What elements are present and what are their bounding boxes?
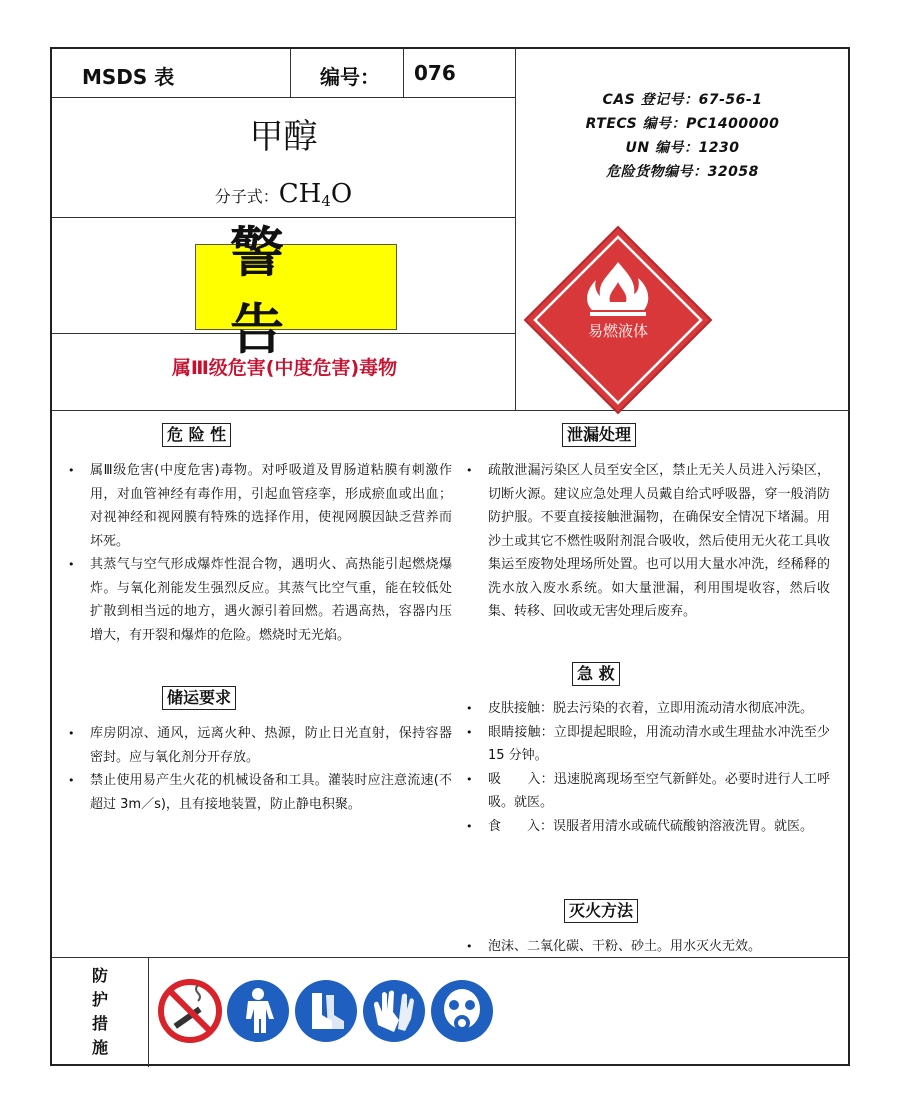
msds-sheet (50, 47, 850, 1066)
number-label: 编号： (320, 65, 380, 89)
first-aid-item-2: • 眼睛接触：立即提起眼睑，用流动清水或生理盐水冲洗至少 15 分钟。 (488, 724, 830, 763)
list-item (450, 815, 830, 839)
first-aid-list (450, 697, 830, 838)
fire-item-1: • 泡沫、二氧化碳、干粉、砂土。用水灭火无效。 (488, 939, 762, 954)
hazard-class: 属Ⅲ级危害(中度危害)毒物 (171, 357, 398, 379)
list-item (52, 769, 452, 816)
storage-item-1: • 库房阴凉、通风，远离火种、热源，防止日光直射，保持容器密封。应与氧化剂分开存放。 (90, 726, 452, 765)
cas-number: CAS 登记号：67-56-1 (602, 92, 763, 108)
leak-item-1: • 疏散泄漏污染区人员至安全区，禁止无关人员进入污染区，切断火源。建议应急处理人员戴自给式呼吸器，穿一般消防防护服。不要直接接触泄漏物，在确保安全情况下堵漏。用沙土或其它不燃性吸附剂混合吸收，然后使用无火花工具收集运至废物处理场所处置。也可以用大量水冲洗，经稀释的洗水放入废水系统。如大量泄漏，利用围堤收容，然后收集、转移、回收或无害处理后废弃。 (488, 463, 830, 619)
first-aid-item-1: • 皮肤接触：脱去污染的衣着，立即用流动清水彻底冲洗。 (488, 701, 814, 716)
storage-item-2: • 禁止使用易产生火花的机械设备和工具。灌装时应注意流速(不超过 3m／s)，且有接地装置，防止静电积聚。 (90, 773, 452, 812)
protection-label (52, 957, 148, 1066)
protection-char: 措 (91, 1013, 108, 1033)
list-item (52, 722, 452, 769)
dangerous-goods-number: 危险货物编号：32058 (606, 164, 759, 180)
first-aid-title: 急 救 (572, 662, 620, 686)
safety-boots-icon (294, 979, 358, 1043)
fire-title: 灭火方法 (564, 899, 638, 923)
danger-item-1: • 属Ⅲ级危害(中度危害)毒物。对呼吸道及胃肠道粘膜有刺激作用，对血管神经有毒作用，引起血管痉挛，形成瘀血或出血；对视神经和视网膜有特殊的选择作用，使视网膜因缺乏营养而坏死。 (90, 463, 452, 549)
leak-list (450, 459, 830, 624)
list-item (450, 697, 830, 721)
formula-main: CH (278, 179, 322, 209)
danger-list (52, 459, 452, 647)
list-item (450, 721, 830, 768)
fire-list (450, 935, 830, 959)
protective-suit-icon (226, 979, 290, 1043)
gloves-icon (362, 979, 426, 1043)
leak-title: 泄漏处理 (562, 423, 636, 447)
rtecs-number: RTECS 编号：PC1400000 (585, 116, 780, 132)
first-aid-item-4: • 食 入：误服者用清水或硫代硫酸钠溶液洗胃。就医。 (488, 818, 814, 834)
list-item (450, 768, 830, 815)
formula-sub: 4 (321, 192, 331, 211)
formula-end: O (330, 179, 353, 209)
formula-label: 分子式： (214, 187, 279, 206)
number-value: 076 (414, 61, 456, 85)
identifier-block (515, 89, 850, 189)
protection-char: 护 (91, 989, 108, 1009)
chemical-name: 甲醇 (249, 117, 318, 157)
list-item (52, 459, 452, 553)
divider (290, 49, 291, 97)
protection-char: 防 (91, 965, 108, 985)
list-item (52, 553, 452, 647)
warning-text: 警告 (230, 221, 318, 361)
msds-label: MSDS 表 (82, 65, 175, 89)
diamond-label: 易燃液体 (587, 322, 649, 340)
divider (403, 49, 404, 97)
flammable-liquid-diamond (522, 224, 714, 416)
diamond-shape (525, 227, 711, 413)
divider (148, 957, 149, 1067)
storage-title: 储运要求 (162, 686, 236, 710)
danger-title: 危 险 性 (162, 423, 231, 447)
divider (52, 97, 515, 98)
first-aid-item-3: • 吸 入：迅速脱离现场至空气新鲜处。必要时进行人工呼吸。就医。 (488, 771, 830, 810)
storage-list (52, 722, 452, 816)
gas-mask-icon (430, 979, 494, 1043)
molecular-formula (52, 179, 515, 210)
list-item (450, 935, 830, 959)
protection-char: 施 (91, 1037, 108, 1057)
list-item (450, 459, 830, 624)
un-number: UN 编号：1230 (625, 140, 740, 156)
divider (52, 410, 850, 411)
no-smoking-icon (158, 979, 222, 1043)
warning-box (195, 221, 397, 361)
danger-item-2: • 其蒸气与空气形成爆炸性混合物，遇明火、高热能引起燃烧爆炸。与氧化剂能发生强烈反应。其蒸气比空气重，能在较低处扩散到相当远的地方，遇火源引着回燃。若遇高热，容器内压增大，有开裂和爆炸的危险。燃烧时无光焰。 (90, 557, 452, 643)
